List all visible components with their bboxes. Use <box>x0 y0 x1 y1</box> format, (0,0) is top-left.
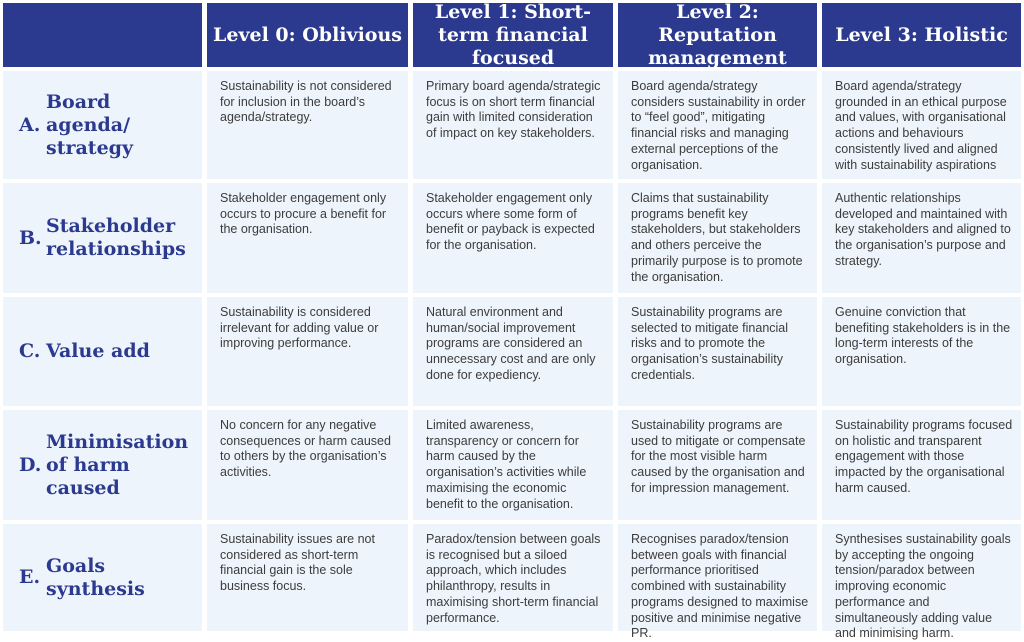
row-title: Board agenda/ strategy <box>46 90 133 159</box>
header-corner <box>3 3 202 67</box>
row-label-value-add <box>3 297 202 406</box>
row-letter: E. <box>19 566 41 588</box>
header-level-0: Level 0: Oblivious <box>207 3 408 67</box>
table-cell: Claims that sustainability programs benefit key stakeholders, but stakeholders and others perceive the primarily purpose is to promote the organisation. <box>618 183 817 293</box>
table-cell: Sustainability is considered irrelevant for adding value or improving performance. <box>207 297 408 406</box>
header-level-1: Level 1: Short-term financial focused <box>413 3 613 67</box>
table-cell: Sustainability programs are selected to mitigate financial risks and to promote the organisation’s sustainability credentials. <box>618 297 817 406</box>
table-cell: Authentic relationships developed and maintained with key stakeholders and aligned to the organisation’s purpose and strategy. <box>822 183 1021 293</box>
row-letter: B. <box>19 226 42 249</box>
table-cell: Sustainability programs are used to mitigate or compensate for the most visible harm caused by the organisation and for impression management. <box>618 410 817 520</box>
row-letter: A. <box>19 113 41 136</box>
row-title: Minimisation of harm caused <box>46 430 189 499</box>
table-cell: Sustainability issues are not considered as short-term financial gain is the sole business focus. <box>207 524 408 631</box>
row-label-stakeholder-relationships <box>3 183 202 293</box>
row-title: Stakeholder relationships <box>46 215 186 260</box>
table-cell: Sustainability programs focused on holistic and transparent engagement with those impacted by the organisational harm caused. <box>822 410 1021 520</box>
row-label-minimisation-of-harm <box>3 410 202 520</box>
header-level-2: Level 2: Reputation management <box>618 3 817 67</box>
table-cell: Paradox/tension between goals is recognised but a siloed approach, which includes philanthropy, results in maximising short-term financial performance. <box>413 524 613 631</box>
table-cell: Primary board agenda/strategic focus is on short term financial gain with limited consideration of impact on key stakeholders. <box>413 71 613 179</box>
table-cell: Stakeholder engagement only occurs where some form of benefit or payback is expected for the organisation. <box>413 183 613 293</box>
table-cell: Genuine conviction that benefiting stakeholders is in the long-term interests of the organisation. <box>822 297 1021 406</box>
table-cell: Natural environment and human/social improvement programs are considered an unnecessary cost and are only done for expediency. <box>413 297 613 406</box>
table-cell: Synthesises sustainability goals by accepting the ongoing tension/paradox between improving economic performance and simultaneously adding value and minimising harm. <box>822 524 1021 631</box>
row-label-board-agenda <box>3 71 202 179</box>
table-cell: Stakeholder engagement only occurs to procure a benefit for the organisation. <box>207 183 408 293</box>
header-level-3: Level 3: Holistic <box>822 3 1021 67</box>
row-letter: D. <box>19 453 42 476</box>
row-letter: C. <box>19 340 41 362</box>
table-cell: Sustainability is not considered for inclusion in the board’s agenda/strategy. <box>207 71 408 179</box>
table-cell: Limited awareness, transparency or concern for harm caused by the organisation’s activities while maximising the economic benefit to the organisation. <box>413 410 613 520</box>
table-cell: No concern for any negative consequences or harm caused to others by the organisation’s activities. <box>207 410 408 520</box>
table-cell: Board agenda/strategy grounded in an ethical purpose and values, with organisational actions and behaviours consistently lived and aligned with sustainability aspirations <box>822 71 1021 179</box>
row-title: Value add <box>46 340 150 362</box>
row-title: Goals synthesis <box>46 554 145 600</box>
table-cell: Recognises paradox/tension between goals with financial performance prioritised combined with sustainability programs designed to maximise positive and minimise negative PR. <box>618 524 817 631</box>
row-label-goals-synthesis <box>3 524 202 631</box>
table-cell: Board agenda/strategy considers sustainability in order to “feel good”, mitigating financial risks and managing external perceptions of the organisation. <box>618 71 817 179</box>
maturity-table <box>3 0 1021 641</box>
